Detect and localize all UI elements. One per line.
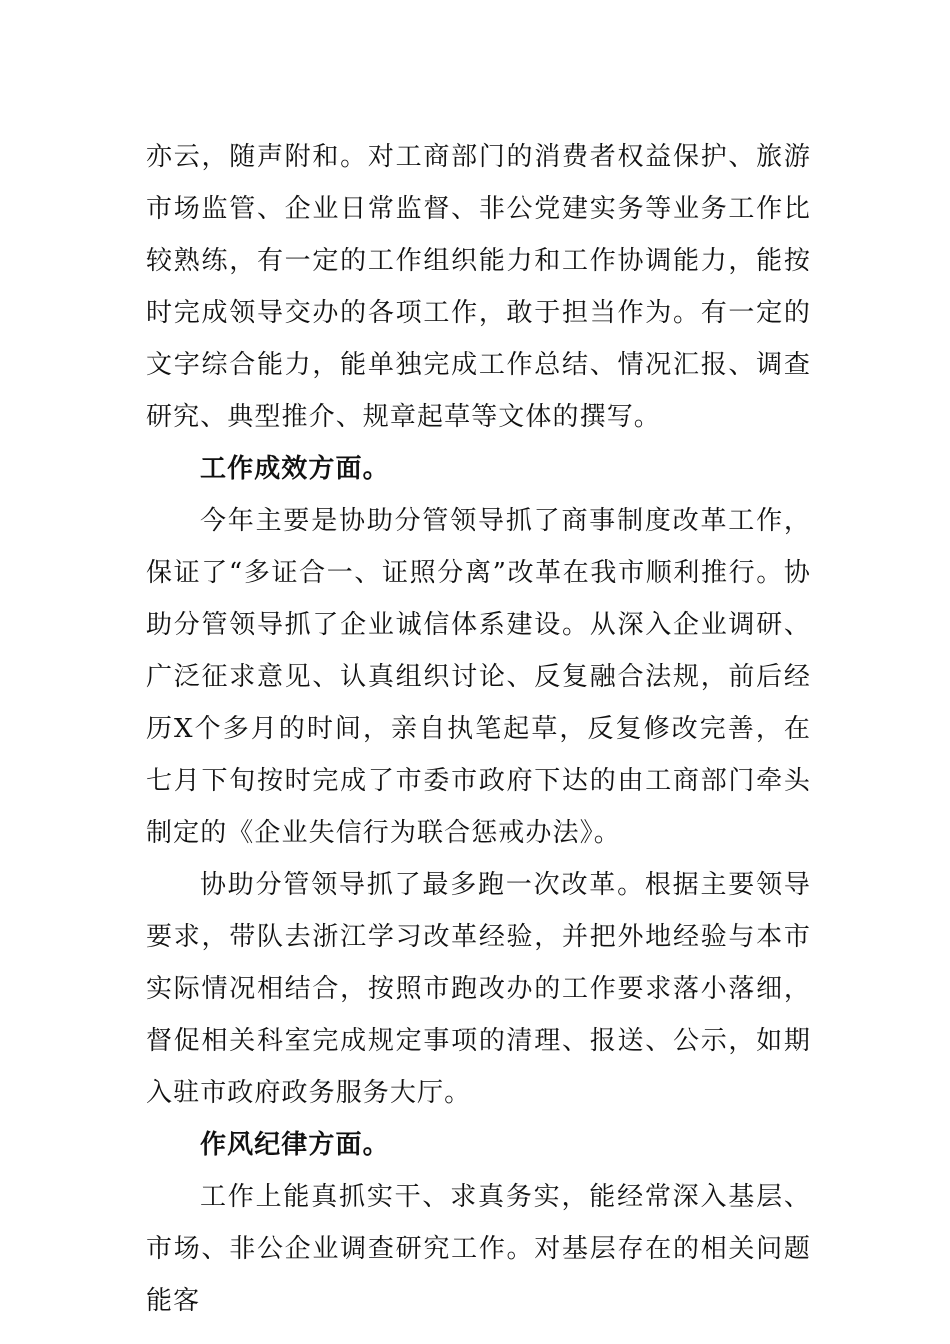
paragraph-reform: 协助分管领导抓了最多跑一次改革。根据主要领导要求，带队去浙江学习改革经验，并把外地经验与本市实际情况相结合，按照市跑改办的工作要求落小落细，督促相关科室完成规定事项的清理、报送、公示，如期入驻市政府政务服务大厅。 <box>146 870 811 1108</box>
paragraph-continuation: 亦云，随声附和。对工商部门的消费者权益保护、旅游市场监管、企业日常监督、非公党建实务等业务工作比较熟练，有一定的工作组织能力和工作协调能力，能按时完成领导交办的各项工作，敢于担当作为。有一定的文字综合能力，能单独完成工作总结、情况汇报、调查研究、典型推介、规章起草等文体的撰写。 <box>146 142 811 432</box>
document-body <box>146 131 811 1327</box>
section-heading-work-results: 工作成效方面。 <box>200 454 390 484</box>
paragraph-work-results: 今年主要是协助分管领导抓了商事制度改革工作，保证了“多证合一、证照分离”改革在我市顺利推行。协助分管领导抓了企业诚信体系建设。从深入企业调研、广泛征求意见、认真组织讨论、反复融合法规，前后经历X个多月的时间，亲自执笔起草，反复修改完善，在七月下旬按时完成了市委市政府下达的由工商部门牵头制定的《企业失信行为联合惩戒办法》。 <box>146 506 811 848</box>
paragraph-discipline: 工作上能真抓实干、求真务实，能经常深入基层、市场、非公企业调查研究工作。对基层存在的相关问题能客 <box>146 1182 811 1316</box>
section-heading-discipline: 作风纪律方面。 <box>200 1130 390 1160</box>
